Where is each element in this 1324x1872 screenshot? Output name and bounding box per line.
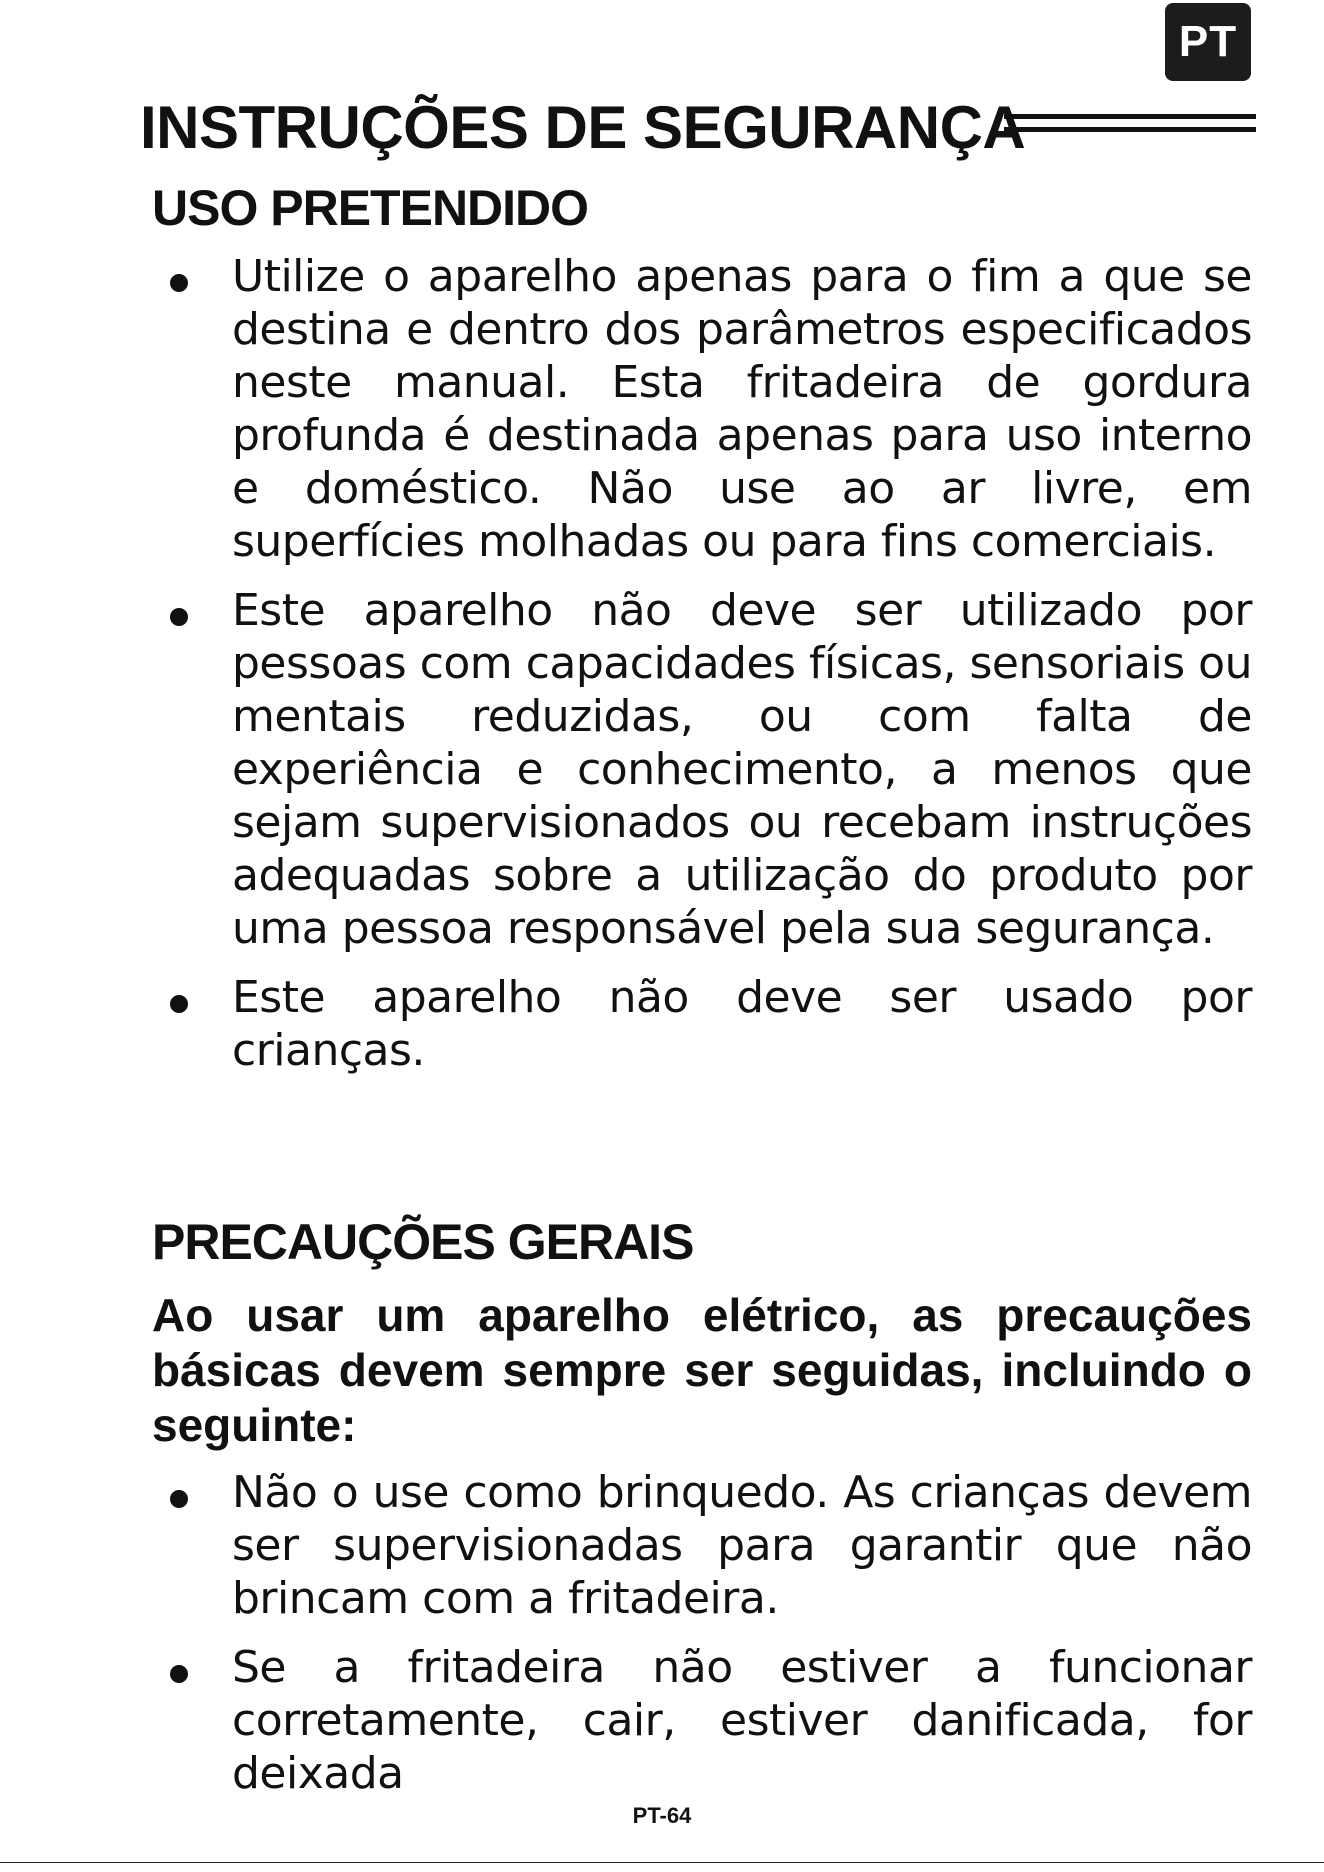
bullet-icon [170,274,188,292]
language-badge: PT [1165,3,1251,81]
list-item-text: Este aparelho não deve ser usado por crianças. [232,972,1252,1076]
section-heading-intended-use: USO PRETENDIDO [152,180,589,236]
bullet-icon [170,995,188,1013]
footer-rule [0,1862,1324,1863]
list-item-text: Não o use como brinquedo. As crianças devem ser supervisionadas para garantir que não brincam com a fritadeira. [232,1467,1252,1624]
intended-use-list [152,250,1252,1093]
list-item [152,584,1252,955]
page-number: PT-64 [632,1803,692,1828]
list-item [152,1466,1252,1625]
bullet-icon [170,1665,188,1683]
list-item-text: Este aparelho não deve ser utilizado por pessoas com capacidades físicas, sensoriais ou mentais reduzidas, ou com falta de experiência e conhecimento, a menos que sejam supervisionados ou recebam instruções adequadas sobre a utilização do produto por uma pessoa responsável pela sua segurança. [232,585,1252,954]
general-precautions-list [152,1466,1252,1816]
section-heading-general-precautions: PRECAUÇÕES GERAIS [152,1214,694,1270]
general-precautions-intro: Ao usar um aparelho elétrico, as precauções básicas devem sempre ser seguidas, incluindo o seguinte: [152,1289,1252,1451]
list-item-text: Se a fritadeira não estiver a funcionar corretamente, cair, estiver danificada, for deixada [232,1642,1252,1799]
title-double-rule [1004,114,1256,132]
list-item-text: Utilize o aparelho apenas para o fim a que se destina e dentro dos parâmetros especificados neste manual. Esta fritadeira de gordura profunda é destinada apenas para uso interno e doméstico. Não use ao ar livre, em superfícies molhadas ou para fins comerciais. [232,251,1252,567]
list-item [152,1641,1252,1800]
bullet-icon [170,608,188,626]
bullet-icon [170,1490,188,1508]
list-item [152,971,1252,1077]
page-title: INSTRUÇÕES DE SEGURANÇA [140,94,1026,161]
list-item [152,250,1252,568]
